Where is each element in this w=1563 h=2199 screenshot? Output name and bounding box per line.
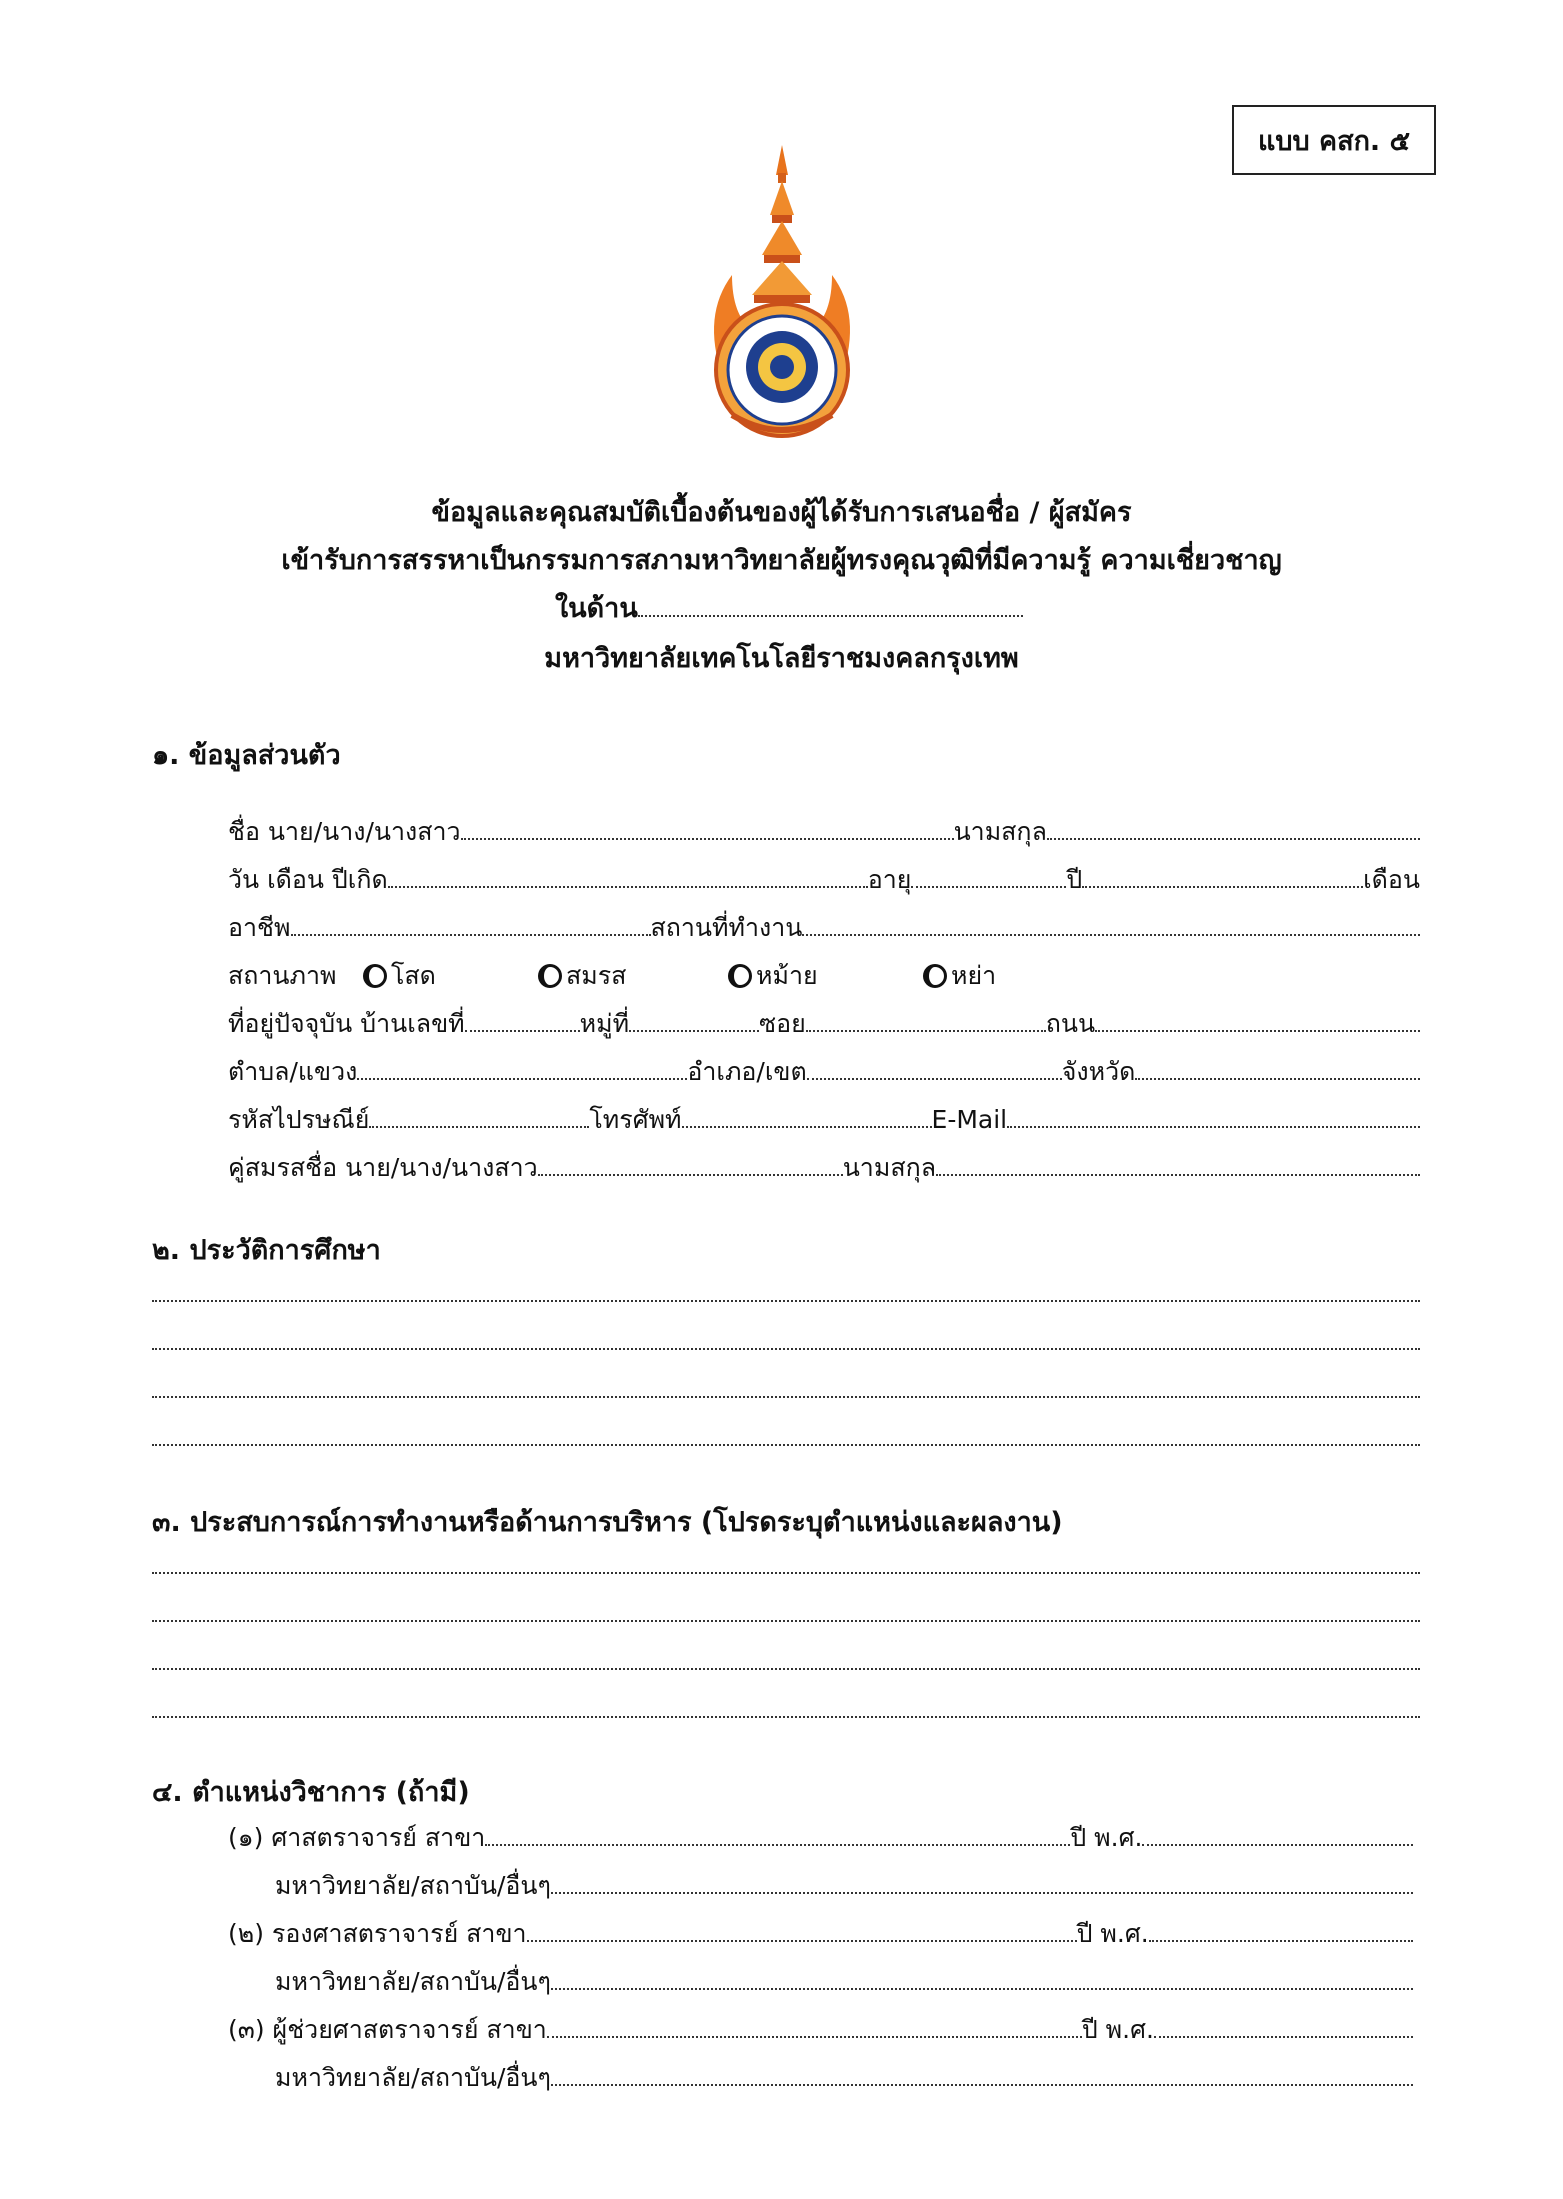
- status-label: สถานภาพ: [228, 961, 337, 990]
- radio-single-icon[interactable]: [363, 964, 387, 988]
- title-line-2: เข้ารับการสรรหาเป็นกรรมการสภามหาวิทยาลัยผู้ทรงคุณวุฒิที่มีความรู้ ความเชี่ยวชาญ: [281, 545, 1282, 576]
- row-contact: [228, 1100, 1420, 1140]
- section4-heading: ๔. ตำแหน่งวิชาการ (ถ้ามี): [152, 1777, 470, 1808]
- field-district[interactable]: [807, 1078, 1062, 1080]
- row-spouse: [228, 1148, 1420, 1188]
- subdistrict-label: ตำบล/แขวง: [228, 1057, 358, 1086]
- field-postal[interactable]: [369, 1126, 589, 1128]
- row-asst-professor-inst: [275, 2058, 1413, 2098]
- field-province[interactable]: [1135, 1078, 1420, 1080]
- title-university: มหาวิทยาลัยเทคโนโลยีราชมงคลกรุงเทพ: [544, 643, 1019, 674]
- age-label: อายุ: [867, 865, 912, 894]
- experience-line-3[interactable]: [152, 1668, 1420, 1670]
- field-subdistrict[interactable]: [357, 1078, 687, 1080]
- status-option-widowed[interactable]: หม้าย: [728, 956, 923, 996]
- dob-label: วัน เดือน ปีเกิด: [228, 865, 388, 894]
- section3-heading: ๓. ประสบการณ์การทำงานหรือด้านการบริหาร (โปรดระบุตำแหน่งและผลงาน): [152, 1507, 1063, 1538]
- row-occupation: [228, 908, 1420, 948]
- assoc-professor-year-label: ปี พ.ศ.: [1076, 1919, 1149, 1948]
- name-label: ชื่อ นาย/นาง/นางสาว: [228, 817, 461, 846]
- radio-widowed-icon[interactable]: [728, 964, 752, 988]
- row-asst-professor: [228, 2010, 1413, 2050]
- row-address: [228, 1004, 1420, 1044]
- field-surname[interactable]: [1047, 838, 1420, 840]
- month-label: เดือน: [1363, 865, 1420, 894]
- field-professor-field[interactable]: [485, 1844, 1070, 1846]
- status-option-single[interactable]: โสด: [363, 956, 538, 996]
- asst-professor-inst-label: มหาวิทยาลัย/สถาบัน/อื่นๆ: [275, 2063, 551, 2092]
- section1-heading: ๑. ข้อมูลส่วนตัว: [152, 740, 341, 771]
- field-name[interactable]: [461, 838, 954, 840]
- year-label: ปี: [1066, 865, 1083, 894]
- field-soi[interactable]: [806, 1030, 1046, 1032]
- field-expertise[interactable]: [638, 615, 1023, 617]
- row-district: [228, 1052, 1420, 1092]
- experience-line-4[interactable]: [152, 1716, 1420, 1718]
- workplace-label: สถานที่ทำงาน: [650, 913, 803, 942]
- field-assoc-professor-field[interactable]: [527, 1940, 1077, 1942]
- asst-professor-year-label: ปี พ.ศ.: [1081, 2015, 1154, 2044]
- row-assoc-professor: [228, 1914, 1413, 1954]
- field-age-years[interactable]: [911, 886, 1066, 888]
- occupation-label: อาชีพ: [228, 913, 291, 942]
- row-professor: [228, 1818, 1413, 1858]
- field-asst-professor-field[interactable]: [547, 2036, 1082, 2038]
- field-asst-professor-inst[interactable]: [551, 2084, 1413, 2086]
- surname-label: นามสกุล: [953, 817, 1047, 846]
- soi-label: ซอย: [759, 1009, 806, 1038]
- spouse-surname-label: นามสกุล: [842, 1153, 937, 1182]
- phone-label: โทรศัพท์: [589, 1105, 682, 1134]
- status-option-married[interactable]: สมรส: [538, 956, 728, 996]
- row-name: [228, 812, 1420, 852]
- radio-divorced-icon[interactable]: [923, 964, 947, 988]
- assoc-professor-label: (๒) รองศาสตราจารย์ สาขา: [228, 1919, 527, 1948]
- province-label: จังหวัด: [1061, 1057, 1136, 1086]
- experience-line-2[interactable]: [152, 1620, 1420, 1622]
- field-road[interactable]: [1095, 1030, 1420, 1032]
- status-option-divorced[interactable]: หย่า: [923, 956, 1073, 996]
- title-field-label: ในด้าน: [555, 593, 638, 624]
- field-age-months[interactable]: [1082, 886, 1363, 888]
- field-assoc-professor-inst[interactable]: [551, 1988, 1413, 1990]
- field-workplace[interactable]: [802, 934, 1420, 936]
- experience-line-1[interactable]: [152, 1572, 1420, 1574]
- row-assoc-professor-inst: [275, 1962, 1413, 2002]
- section2-heading: ๒. ประวัติการศึกษา: [152, 1235, 381, 1266]
- education-line-4[interactable]: [152, 1444, 1420, 1446]
- field-moo[interactable]: [629, 1030, 759, 1032]
- field-house-no[interactable]: [465, 1030, 580, 1032]
- road-label: ถนน: [1045, 1009, 1096, 1038]
- field-spouse-surname[interactable]: [936, 1174, 1420, 1176]
- row-dob: [228, 860, 1420, 900]
- radio-married-icon[interactable]: [538, 964, 562, 988]
- education-line-3[interactable]: [152, 1396, 1420, 1398]
- education-line-1[interactable]: [152, 1300, 1420, 1302]
- education-line-2[interactable]: [152, 1348, 1420, 1350]
- field-assoc-professor-year[interactable]: [1149, 1940, 1413, 1942]
- professor-year-label: ปี พ.ศ.: [1070, 1823, 1143, 1852]
- assoc-professor-inst-label: มหาวิทยาลัย/สถาบัน/อื่นๆ: [275, 1967, 551, 1996]
- professor-label: (๑) ศาสตราจารย์ สาขา: [228, 1823, 486, 1852]
- asst-professor-label: (๓) ผู้ช่วยศาสตราจารย์ สาขา: [228, 2015, 547, 2044]
- field-professor-year[interactable]: [1142, 1844, 1413, 1846]
- row-status: [228, 956, 1420, 996]
- district-label: อำเภอ/เขต: [687, 1057, 807, 1086]
- spouse-label: คู่สมรสชื่อ นาย/นาง/นางสาว: [228, 1153, 538, 1182]
- field-phone[interactable]: [682, 1126, 932, 1128]
- postal-label: รหัสไปรษณีย์: [228, 1105, 370, 1134]
- field-dob[interactable]: [388, 886, 868, 888]
- field-occupation[interactable]: [291, 934, 651, 936]
- address-label: ที่อยู่ปัจจุบัน บ้านเลขที่: [228, 1009, 465, 1038]
- form-code: แบบ คสก. ๕: [1232, 105, 1436, 175]
- field-spouse-name[interactable]: [538, 1174, 843, 1176]
- field-asst-professor-year[interactable]: [1154, 2036, 1413, 2038]
- field-professor-inst[interactable]: [551, 1892, 1413, 1894]
- title-line-1: ข้อมูลและคุณสมบัติเบื้องต้นของผู้ได้รับการเสนอชื่อ / ผู้สมัคร: [431, 497, 1132, 528]
- title-field-row: [555, 586, 1023, 629]
- field-email[interactable]: [1007, 1126, 1420, 1128]
- email-label: E-Mail: [931, 1105, 1008, 1134]
- university-seal-logo: [692, 145, 872, 450]
- row-professor-inst: [275, 1866, 1413, 1906]
- moo-label: หมู่ที่: [579, 1009, 630, 1038]
- professor-inst-label: มหาวิทยาลัย/สถาบัน/อื่นๆ: [275, 1871, 551, 1900]
